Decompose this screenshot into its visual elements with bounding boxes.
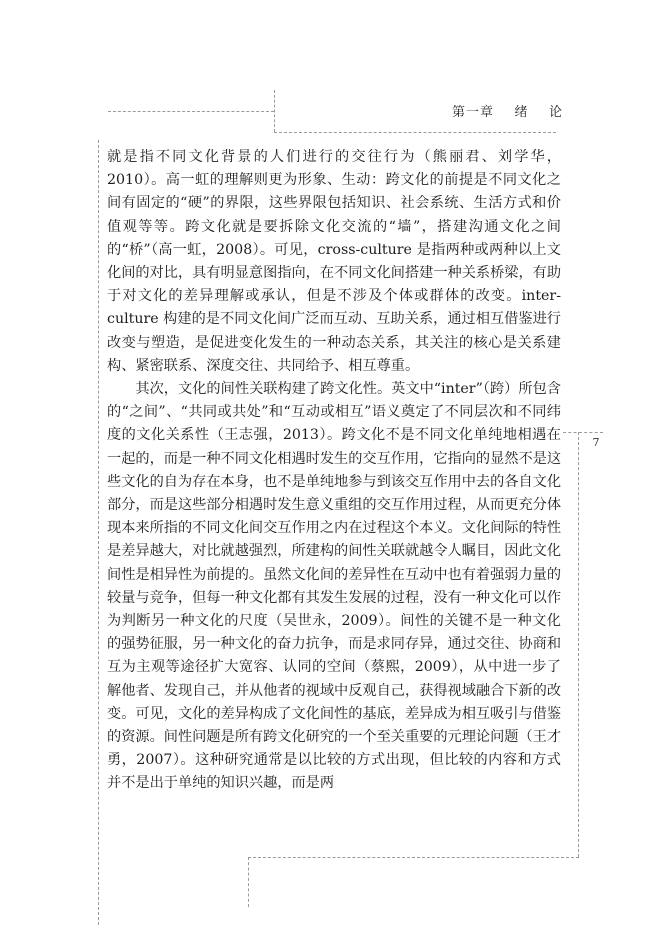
right-dashed-margin <box>578 432 579 857</box>
top-dashed-rule-tick <box>274 90 275 132</box>
left-dashed-margin <box>98 140 99 925</box>
page-number: 7 <box>592 436 600 449</box>
body-text <box>107 146 561 796</box>
header-dashed-rule <box>274 132 556 133</box>
bottom-dashed-rule <box>248 857 579 858</box>
bottom-dashed-rule-tick <box>248 857 249 907</box>
top-dashed-rule <box>108 111 274 112</box>
paragraph: 其次，文化的间性关联构建了跨文化性。英文中“inter”（跨）所包含的“之间”、“共同或共处”和“互动或相互”语义奠定了不同层次和不同纬度的文化关系性（王志强，2013）。跨文化不是不同文化单纯地相遇在一起的，而是一种不同文化相遇时发生的交互作用，它指向的显然不是这些文化的自为存在本身，也不是单纯地参与到该交互作用中去的各自文化部分，而是这些部分相遇时发生意义重组的交互作用过程，从而更充分体现本来所指的不同文化间交互作用之内在过程这个本义。文化间际的特性是差异越大，对比就越强烈，所建构的间性关联就越令人瞩目，因此文化间性是相异性为前提的。虽然文化间的差异性在互动中也有着强弱力量的较量与竞争，但每一种文化都有其发生发展的过程，没有一种文化可以作为判断另一种文化的尺度（吴世永，2009）。间性的关键不是一种文化的强势征服，另一种文化的奋力抗争，而是求同存异，通过交往、协商和互为主观等途径扩大宽容、认同的空间（蔡熙，2009），从中进一步了解他者、发现自己，并从他者的视域中反观自己，获得视域融合下新的改变。可见，文化的差异构成了文化间性的基底，差异成为相互吸引与借鉴的资源。间性问题是所有跨文化研究的一个至关重要的元理论问题（王才勇，2007）。这种研究通常是以比较的方式出现，但比较的内容和方式并不是出于单纯的知识兴趣，而是两 <box>107 381 562 792</box>
thumb-tab-top <box>563 432 603 433</box>
running-head: 第一章 绪 论 <box>451 105 563 120</box>
paragraph: 就是指不同文化背景的人们进行的交往行为（熊丽君、刘学华，2010）。高一虹的理解则更为形象、生动：跨文化的前提是不同文化之间有固定的“硬”的界限，这些界限包括知识、社会系统、生活方式和价值观等等。跨文化就是要拆除文化交流的“墙”，搭建沟通文化之间的“桥”（高一虹，2008）。可见，cross-culture 是指两种或两种以上文化间的对比，具有明显意图指向，在不同文化间搭建一种关系桥梁，有助于对文化的差异理解或承认，但是不涉及个体或群体的改变。inter-culture 构建的是不同文化间广泛而互动、互助关系，通过相互借鉴进行改变与塑造，是促进变化发生的一种动态关系，其关注的核心是关系建构、紧密联系、深度交往、共同给予、相互尊重。 <box>107 149 562 374</box>
